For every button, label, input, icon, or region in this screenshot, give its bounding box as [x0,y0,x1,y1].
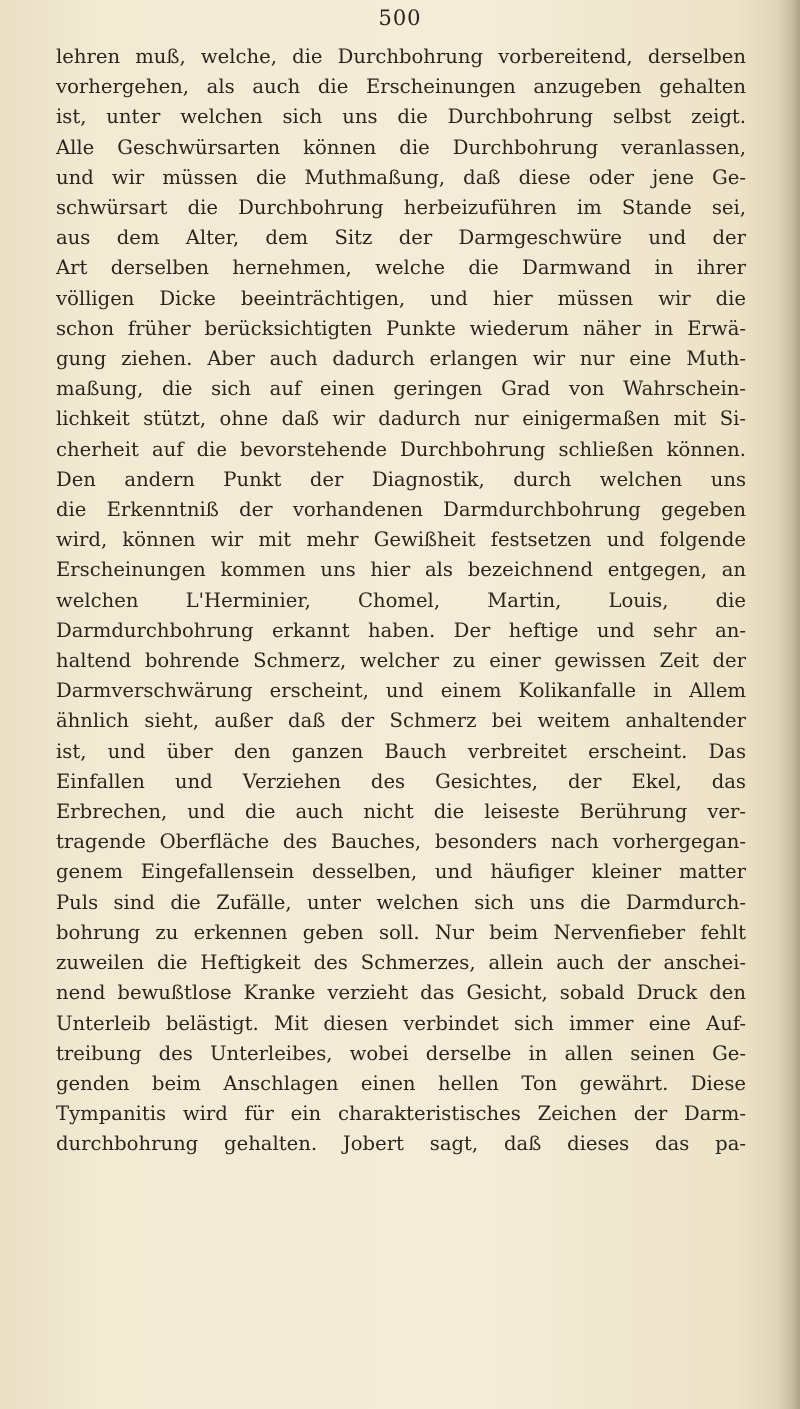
page-number: 500 [378,6,422,30]
text-line-24: ist, und über den ganzen Bauch verbreitet erscheint. Das [56,739,746,763]
text-line-22: Darmverschwärung erscheint, und einem Kolikanfalle in Allem [56,679,746,703]
text-line-35: genden beim Anschlagen einen hellen Ton gewährt. Diese [56,1071,746,1095]
text-line-1: lehren muß, welche, die Durchbohrung vorbereitend, derselben [56,45,746,68]
text-line-21: haltend bohrende Schmerz, welcher zu einer gewissen Zeit der [56,649,746,673]
text-line-33: Unterleib belästigt. Mit diesen verbindet sich immer eine Auf- [56,1011,746,1035]
text-line-11: gung ziehen. Aber auch dadurch erlangen wir nur eine Muth- [56,347,746,371]
text-line-26: Erbrechen, und die auch nicht die leiseste Berührung ver- [56,800,746,824]
text-line-15: Den andern Punkt der Diagnostik, durch welchen uns [56,467,746,491]
text-line-4: Alle Geschwürsarten können die Durchbohrung veranlassen, [56,135,746,159]
text-line-19: welchen L'Herminier, Chomel, Martin, Louis, die [56,588,746,612]
text-line-17: wird, können wir mit mehr Gewißheit festsetzen und folgende [56,528,746,552]
text-line-36: Tympanitis wird für ein charakteristisches Zeichen der Darm- [56,1102,746,1126]
text-line-12: maßung, die sich auf einen geringen Grad von Wahrschein- [56,377,746,401]
text-line-30: bohrung zu erkennen geben soll. Nur beim Nervenfieber fehlt [56,920,746,944]
text-line-31: zuweilen die Heftigkeit des Schmerzes, allein auch der anschei- [56,951,746,975]
text-line-23: ähnlich sieht, außer daß der Schmerz bei weitem anhaltender [56,709,746,733]
page-edge-shadow [778,0,800,1409]
text-line-14: cherheit auf die bevorstehende Durchbohrung schließen können. [56,437,746,461]
text-line-2: vorhergehen, als auch die Erscheinungen anzugeben gehalten [56,75,746,99]
text-line-10: schon früher berücksichtigten Punkte wiederum näher in Erwä- [56,316,746,340]
text-line-6: schwürsart die Durchbohrung herbeizuführen im Stande sei, [56,196,746,220]
text-line-9: völligen Dicke beeinträchtigen, und hier müssen wir die [56,286,746,310]
text-line-5: und wir müssen die Muthmaßung, daß diese oder jene Ge- [56,165,746,189]
text-line-16: die Erkenntniß der vorhandenen Darmdurchbohrung gegeben [56,498,746,522]
text-line-13: lichkeit stützt, ohne daß wir dadurch nur einigermaßen mit Si- [56,407,746,431]
text-line-8: Art derselben hernehmen, welche die Darmwand in ihrer [56,256,746,280]
text-line-3: ist, unter welchen sich uns die Durchbohrung selbst zeigt. [56,105,746,129]
text-line-20: Darmdurchbohrung erkannt haben. Der heftige und sehr an- [56,618,746,642]
text-line-29: Puls sind die Zufälle, unter welchen sich uns die Darmdurch- [56,890,746,914]
text-line-32: nend bewußtlose Kranke verzieht das Gesicht, sobald Druck den [56,981,746,1005]
text-line-27: tragende Oberfläche des Bauches, besonders nach vorhergegan- [56,830,746,854]
text-line-25: Einfallen und Verziehen des Gesichtes, der Ekel, das [56,769,746,793]
body-text [56,42,746,1160]
text-line-18: Erscheinungen kommen uns hier als bezeichnend entgegen, an [56,558,746,582]
text-line-28: genem Eingefallensein desselben, und häufiger kleiner matter [56,860,746,884]
text-line-34: treibung des Unterleibes, wobei derselbe in allen seinen Ge- [56,1041,746,1065]
text-line-37: durchbohrung gehalten. Jobert sagt, daß dieses das pa- [56,1132,746,1156]
text-line-7: aus dem Alter, dem Sitz der Darmgeschwüre und der [56,226,746,250]
